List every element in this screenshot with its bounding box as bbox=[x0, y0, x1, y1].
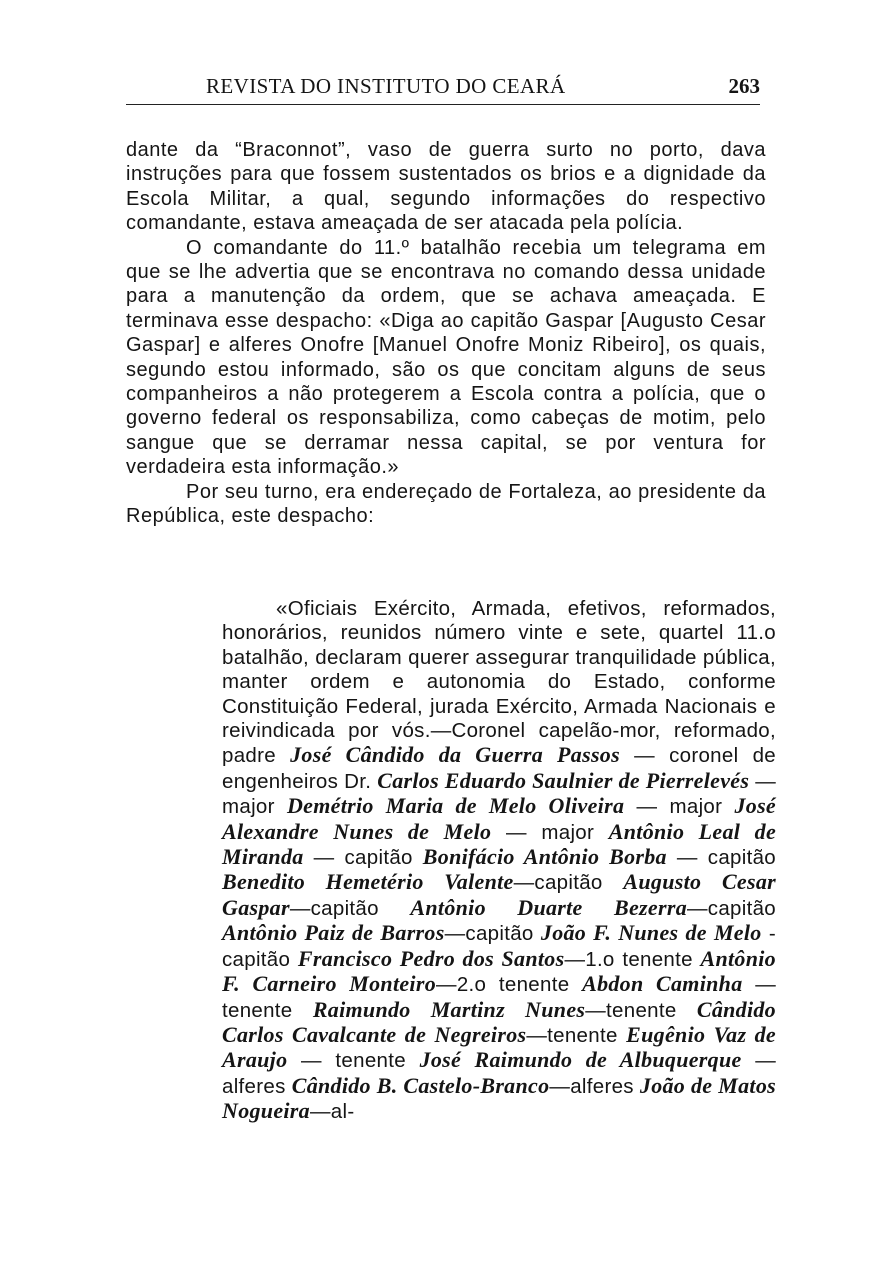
telegram-segment: —al- bbox=[309, 1100, 355, 1124]
signatory-name: Cândido Carlos Cavalcante de Negreiros bbox=[222, 996, 776, 1047]
signatory-name: Cândido B. Castelo-Branco bbox=[291, 1072, 550, 1098]
signatory-name: José Cândido da Guerra Passos bbox=[290, 742, 620, 768]
telegram-quote bbox=[222, 597, 776, 1125]
telegram-segment: —capitão bbox=[289, 896, 411, 920]
page-number: 263 bbox=[728, 74, 760, 98]
signatory-name: Raimundo Martinz Nunes bbox=[312, 996, 586, 1022]
telegram-segment: —capitão bbox=[513, 871, 624, 895]
signatory-name: Augusto Cesar Gaspar bbox=[222, 869, 777, 920]
signatory-name: Francisco Pedro dos Santos bbox=[297, 945, 565, 971]
signatory-name: José Alexandre Nunes de Melo bbox=[222, 793, 776, 844]
telegram-segment: «Oficiais Exército, Armada, efetivos, reformados, honorários, reunidos número vinte e sete, quartel 11.o batalhão, declaram querer assegurar tranquilidade pública, manter ordem e autonomia do Estado, conforme Constituição Federal, jurada Exército, Armada Nacionais e reivindicada por vós.—Coronel capelão-mor, reformado, padre bbox=[222, 597, 776, 768]
telegram-segment: — capitão bbox=[666, 846, 776, 870]
signatory-name: Antônio Paiz de Barros bbox=[222, 920, 445, 946]
telegram-segment: —2.o tenente bbox=[436, 973, 583, 997]
telegram-segment: - capitão bbox=[222, 922, 777, 971]
telegram-segment: — major bbox=[222, 769, 777, 819]
signatory-name: Abdon Caminha bbox=[582, 971, 743, 997]
paragraph-continuation: dante da “Braconnot”, vaso de guerra surto no porto, dava instruções para que fossem sustentados os brios e a dignidade da Escola Militar, a qual, segundo informações do respectivo comandante, estava ameaçada de ser atacada pela polícia. bbox=[126, 139, 766, 235]
telegram-segment: —alferes bbox=[549, 1074, 640, 1098]
telegram-segment: —tenente bbox=[585, 998, 697, 1022]
telegram-segment: —capitão bbox=[687, 896, 777, 920]
signatory-name: José Raimundo de Albuquerque bbox=[419, 1047, 742, 1073]
telegram-segment: — major bbox=[491, 820, 609, 844]
telegram-segment: — capitão bbox=[303, 846, 423, 870]
telegram-segment: — major bbox=[624, 795, 735, 819]
signatory-name: Antônio Leal de Miranda bbox=[222, 818, 777, 870]
telegram-segment: —capitão bbox=[444, 922, 541, 946]
signatory-name: João de Matos Nogueira bbox=[222, 1072, 776, 1124]
signatory-name: Carlos Eduardo Saulnier de Pierrelevés bbox=[377, 767, 750, 793]
page-header bbox=[126, 74, 760, 104]
telegram-segment: —1.o tenente bbox=[564, 947, 701, 971]
header-rule bbox=[126, 104, 760, 105]
signatory-name: João F. Nunes de Melo bbox=[540, 920, 762, 946]
signatory-name: Bonifácio Antônio Borba bbox=[422, 844, 667, 870]
signatory-name: Eugênio Vaz de Araujo bbox=[222, 1021, 776, 1073]
telegram-text bbox=[222, 597, 776, 1125]
paragraph-battalion-telegram: O comandante do 11.º batalhão recebia um telegrama em que se lhe advertia que se encontrava no comando dessa unidade para a manutenção da ordem, que se achava ameaçada. E terminava esse despacho: «Diga ao capitão Gaspar [Augusto Cesar Gaspar] e alferes Onofre [Manuel Onofre Moniz Ribeiro], os quais, segundo estou informado, são os que concitam alguns de seus companheiros a não protegerem a Escola contra a polícia, que o governo federal os responsabiliza, como cabeças de motim, pelo sangue que se derramar nessa capital, se por ventura for verdadeira esta informação.» bbox=[126, 236, 766, 479]
telegram-segment: — tenente bbox=[287, 1049, 420, 1073]
body-text bbox=[126, 138, 766, 529]
signatory-name: Benedito Hemetério Valente bbox=[222, 869, 514, 895]
paragraph-fortaleza-dispatch: Por seu turno, era endereçado de Fortaleza, ao presidente da República, este despacho: bbox=[126, 480, 766, 528]
signatory-name: Antônio Duarte Bezerra bbox=[410, 894, 687, 920]
telegram-segment: — tenente bbox=[222, 973, 776, 1022]
telegram-segment: —tenente bbox=[526, 1023, 627, 1047]
telegram-segment: — alferes bbox=[222, 1049, 776, 1098]
signatory-name: Demétrio Maria de Melo Oliveira bbox=[286, 793, 625, 819]
telegram-segment: — coronel de engenheiros Dr. bbox=[222, 744, 776, 793]
signatory-name: Antônio F. Carneiro Monteiro bbox=[222, 945, 776, 997]
running-title: REVISTA DO INSTITUTO DO CEARÁ bbox=[206, 74, 566, 98]
